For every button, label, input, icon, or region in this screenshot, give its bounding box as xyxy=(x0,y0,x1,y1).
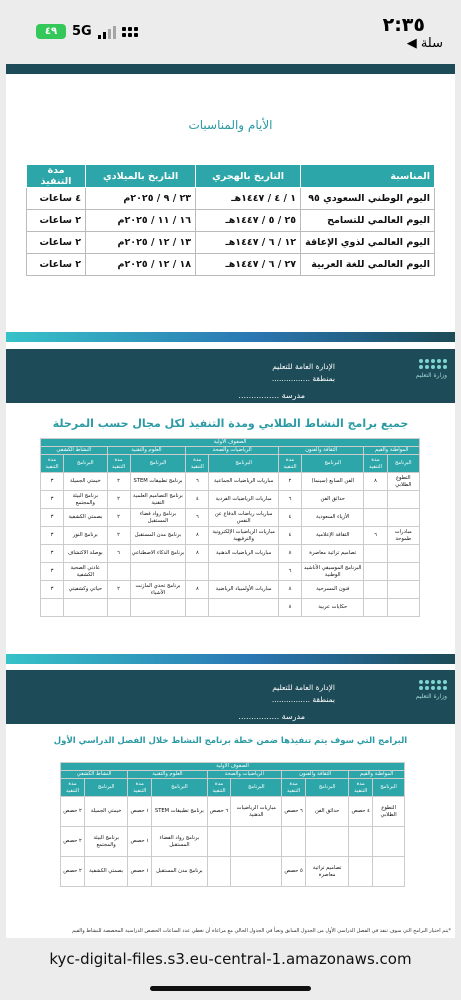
page-header xyxy=(6,670,455,724)
table-cell: البرنامج الموسيقي الأناشيد الوطنية xyxy=(302,563,364,581)
programs-table xyxy=(40,438,420,617)
table-cell: برنامج النور xyxy=(64,527,107,545)
col-label: مدة التنفيذ xyxy=(207,779,231,797)
grid-icon xyxy=(122,27,138,37)
table-cell xyxy=(186,563,209,581)
col-label: البرنامج xyxy=(209,455,279,473)
table-cell: ٢ حصص xyxy=(61,827,85,857)
table-cell xyxy=(387,545,419,563)
table-cell: ١٣ / ١٢ / ٢٠٢٥م xyxy=(86,232,196,254)
table-cell xyxy=(349,827,373,857)
table-cell xyxy=(209,563,279,581)
table-cell: ٨ xyxy=(278,545,301,563)
table-cell: ٣ xyxy=(41,527,64,545)
table-cell: ٣ xyxy=(41,581,64,599)
back-to-app-link[interactable]: ◀ سلة xyxy=(406,36,443,51)
ministry-logo-icon: وزارة التعليم xyxy=(377,680,447,710)
table-cell: ٤ حصص xyxy=(349,797,373,827)
table-cell: حدائق الفن xyxy=(302,491,364,509)
table-header: مدة التنفيذ xyxy=(27,165,86,188)
table-cell: مباريات الرياضيات الذهنية xyxy=(231,797,282,827)
table-cell xyxy=(364,563,387,581)
table-cell: ٨ xyxy=(278,599,301,617)
status-bar xyxy=(0,0,461,60)
table-row xyxy=(41,509,420,527)
table-row xyxy=(41,491,420,509)
table-row xyxy=(41,545,420,563)
table-cell xyxy=(207,857,231,887)
occasions-title: الأيام والمناسبات xyxy=(188,118,273,132)
table-cell xyxy=(349,857,373,887)
table-row xyxy=(27,254,435,276)
table-cell: ٥ حصص xyxy=(282,857,306,887)
table-cell: مباريات رياضات الدفاع عن النفس xyxy=(209,509,279,527)
page-top-bar xyxy=(6,64,455,74)
col-label: البرنامج xyxy=(130,455,186,473)
table-cell: مباريات الرياضيات الفردية xyxy=(209,491,279,509)
table-cell xyxy=(387,509,419,527)
table-row xyxy=(27,210,435,232)
col-label: البرنامج xyxy=(306,779,349,797)
grid-top-header: الصفوف الأولية xyxy=(41,439,420,447)
table-cell: ٨ xyxy=(186,581,209,599)
table-cell: ٦ xyxy=(186,509,209,527)
footnote: *يتم اختيار البرامج التي سوف تنفذ في الفصل الدراسي الأول من الجدول السابق وتعبأ في الجدول الحالي مع مراعاة أن تغطي عدد الساعات الحصص الدراسية المخصصة للنشاط والقيم xyxy=(71,928,451,934)
table-cell: تصاميم تراثية معاصرة xyxy=(306,857,349,887)
table-cell xyxy=(364,599,387,617)
table-cell: مباريات الرياضيات الجماعية xyxy=(209,473,279,491)
table-cell xyxy=(387,491,419,509)
table-cell: برنامج مدن المستقبل xyxy=(130,527,186,545)
col-label: البرنامج xyxy=(231,779,282,797)
table-cell: ١ / ٤ / ١٤٤٧هـ xyxy=(196,188,301,210)
table-cell: التطوع الطلابي xyxy=(387,473,419,491)
table-cell: برنامج رواد الفضاء المستقبل xyxy=(152,827,207,857)
col-label: البرنامج xyxy=(85,779,128,797)
table-cell xyxy=(387,581,419,599)
col-label: مدة التنفيذ xyxy=(61,779,85,797)
table-cell xyxy=(364,491,387,509)
table-cell: ٦ xyxy=(186,473,209,491)
table-cell: ١ حصص xyxy=(128,857,152,887)
table-cell xyxy=(186,599,209,617)
domain-header: الثقافة والفنون xyxy=(282,771,349,779)
occasions-table xyxy=(26,164,435,276)
col-label: مدة التنفيذ xyxy=(282,779,306,797)
url-bar[interactable]: kyc-digital-files.s3.eu-central-1.amazonaws.com xyxy=(49,950,412,968)
table-cell xyxy=(387,599,419,617)
table-cell: اليوم العالمي للتسامح xyxy=(301,210,435,232)
table-cell xyxy=(107,563,130,581)
home-indicator[interactable] xyxy=(150,986,311,991)
col-label: مدة التنفيذ xyxy=(349,779,373,797)
col-label: مدة التنفيذ xyxy=(186,455,209,473)
table-cell: الأزياء السعودية xyxy=(302,509,364,527)
table-cell: خيمتي الجميلة xyxy=(85,797,128,827)
table-cell: ١٢ / ٦ / ١٤٤٧هـ xyxy=(196,232,301,254)
table-cell: خيمتي الجميلة xyxy=(64,473,107,491)
page-header xyxy=(6,349,455,403)
table-cell: التطوع الطلابي xyxy=(373,797,405,827)
table-cell: برنامج البيئة والمجتمع xyxy=(85,827,128,857)
col-label: مدة التنفيذ xyxy=(364,455,387,473)
table-cell: تصاميم تراثية معاصرة xyxy=(302,545,364,563)
domain-header: المواطنة والقيم xyxy=(364,447,420,455)
table-cell: ٢ ساعات xyxy=(27,210,86,232)
table-cell: بوصلة الاكتشاف xyxy=(64,545,107,563)
table-cell: برنامج البيئة والمجتمع xyxy=(64,491,107,509)
table-cell xyxy=(282,827,306,857)
table-cell: ٢ ساعات xyxy=(27,254,86,276)
table-header: التاريخ بالميلادي xyxy=(86,165,196,188)
col-label: مدة التنفيذ xyxy=(107,455,130,473)
table-row xyxy=(41,599,420,617)
table-cell: ١٦ / ١١ / ٢٠٢٥م xyxy=(86,210,196,232)
table-cell: برنامج التصاميم العلمية التقنية xyxy=(130,491,186,509)
semester-programs-title: البرامج التي سوف يتم تنفيذها ضمن خطة برنامج النشاط خلال الفصل الدراسي الأول xyxy=(53,736,408,746)
table-row xyxy=(27,188,435,210)
domain-header: النشاط الكشفي xyxy=(61,771,128,779)
page-divider-band xyxy=(6,332,455,342)
semester-programs-table xyxy=(60,762,405,887)
table-cell xyxy=(41,599,64,617)
table-row xyxy=(61,797,405,827)
table-cell xyxy=(306,827,349,857)
battery-icon: ٤٩ xyxy=(36,24,66,39)
table-cell: بصمتي الكشفية xyxy=(85,857,128,887)
col-label: مدة التنفيذ xyxy=(278,455,301,473)
table-cell: اليوم الوطني السعودي ٩٥ xyxy=(301,188,435,210)
domain-header: النشاط الكشفي xyxy=(41,447,108,455)
table-cell: برنامج تطبيقات STEM xyxy=(152,797,207,827)
table-cell: مبادرات طموحة xyxy=(387,527,419,545)
table-header: التاريخ بالهجري xyxy=(196,165,301,188)
table-cell xyxy=(231,857,282,887)
table-cell: ٨ xyxy=(364,473,387,491)
table-cell: ٦ xyxy=(278,491,301,509)
region-field: بمنطقة ................ xyxy=(271,374,335,383)
table-cell: ٤ xyxy=(278,527,301,545)
table-cell xyxy=(364,509,387,527)
table-cell: مباريات الأولمبياد الرياضية xyxy=(209,581,279,599)
school-field: مدرسة ................ xyxy=(238,712,305,721)
domain-header: الثقافة والفنون xyxy=(278,447,364,455)
ministry-logo-icon: وزارة التعليم xyxy=(377,359,447,389)
table-cell xyxy=(130,563,186,581)
table-cell: ٨ xyxy=(278,581,301,599)
col-label: البرنامج xyxy=(64,455,107,473)
document-viewer[interactable] xyxy=(6,64,455,938)
status-icons xyxy=(36,24,138,39)
page-divider-band xyxy=(6,654,455,664)
col-label: البرنامج xyxy=(387,455,419,473)
table-cell: ٨ xyxy=(186,527,209,545)
table-cell xyxy=(364,581,387,599)
table-cell: ١ حصص xyxy=(128,827,152,857)
table-row xyxy=(61,827,405,857)
admin-label xyxy=(215,682,335,706)
table-row xyxy=(41,473,420,491)
table-cell xyxy=(231,827,282,857)
table-cell: ٦ حصص xyxy=(207,797,231,827)
network-label: 5G xyxy=(72,24,92,39)
table-header: المناسبة xyxy=(301,165,435,188)
table-row xyxy=(41,563,420,581)
table-cell: برنامج مدن المستقبل xyxy=(152,857,207,887)
table-cell: ٢٣ / ٩ / ٢٠٢٥م xyxy=(86,188,196,210)
table-cell: ٢٥ / ٥ / ١٤٤٧هـ xyxy=(196,210,301,232)
table-cell: ١٨ / ١٢ / ٢٠٢٥م xyxy=(86,254,196,276)
table-cell: ٢ xyxy=(107,581,130,599)
domain-header: المواطنة والقيم xyxy=(349,771,405,779)
table-cell xyxy=(207,827,231,857)
table-cell: ٢ حصص xyxy=(61,857,85,887)
table-cell xyxy=(364,545,387,563)
table-cell xyxy=(64,599,107,617)
table-cell: عادتي الصحية الكشفية xyxy=(64,563,107,581)
admin-label xyxy=(215,361,335,385)
table-cell: ٦ حصص xyxy=(282,797,306,827)
table-cell: فنون المسرحية xyxy=(302,581,364,599)
domain-header: الرياضيات والصحة xyxy=(186,447,279,455)
table-cell: برنامج رواد فضاء المستقبل xyxy=(130,509,186,527)
table-row xyxy=(41,581,420,599)
domain-header: العلوم والتقنية xyxy=(107,447,186,455)
table-cell: ٤ xyxy=(278,509,301,527)
table-cell: الفن السابع (سينما) xyxy=(302,473,364,491)
table-cell: ٣ xyxy=(41,491,64,509)
table-cell: برنامج تحدي المازنت الأشياء xyxy=(130,581,186,599)
table-cell: ٦ xyxy=(364,527,387,545)
table-cell: مباريات الرياضيات الذهنية xyxy=(209,545,279,563)
col-label: مدة التنفيذ xyxy=(128,779,152,797)
admin-name: الإدارة العامة للتعليم xyxy=(272,362,335,371)
grid-top-header: الصفوف الأولية xyxy=(61,763,405,771)
table-cell: حكايات عربية xyxy=(302,599,364,617)
table-cell: حياتي وكشفيتي xyxy=(64,581,107,599)
domain-header: العلوم والتقنية xyxy=(128,771,207,779)
table-cell xyxy=(209,599,279,617)
col-label: البرنامج xyxy=(302,455,364,473)
table-cell: ٦ xyxy=(107,545,130,563)
table-cell: اليوم العالمي لذوي الإعاقة xyxy=(301,232,435,254)
table-cell xyxy=(107,599,130,617)
table-cell: برنامج تطبيقات STEM xyxy=(130,473,186,491)
region-field: بمنطقة ................ xyxy=(271,695,335,704)
table-cell: ٢ ساعات xyxy=(27,232,86,254)
clock: ٢:٣٥ xyxy=(382,14,425,36)
table-cell: ٢ xyxy=(107,491,130,509)
col-label: مدة التنفيذ xyxy=(41,455,64,473)
programs-title: جميع برامج النشاط الطلابي ومدة التنفيذ لكل مجال حسب المرحلة xyxy=(52,417,409,430)
table-cell: ٢ xyxy=(107,473,130,491)
table-cell: حدائق الفن xyxy=(306,797,349,827)
table-row xyxy=(41,527,420,545)
table-cell xyxy=(387,563,419,581)
table-cell: ٣ xyxy=(41,563,64,581)
table-cell: مباريات الرياضيات الإلكترونية والترفيهية xyxy=(209,527,279,545)
school-field: مدرسة ................ xyxy=(238,391,305,400)
domain-header: الرياضيات والصحة xyxy=(207,771,282,779)
table-cell: بصمتي الكشفية xyxy=(64,509,107,527)
col-label: البرنامج xyxy=(373,779,405,797)
admin-name: الإدارة العامة للتعليم xyxy=(272,683,335,692)
table-row xyxy=(27,232,435,254)
table-row xyxy=(61,857,405,887)
table-cell: ٣ xyxy=(41,473,64,491)
table-cell: ٢ xyxy=(107,527,130,545)
table-cell: ٣ xyxy=(41,509,64,527)
table-cell xyxy=(373,827,405,857)
browser-bottom-bar xyxy=(0,938,461,1000)
table-cell: ٢ xyxy=(107,509,130,527)
table-cell: الثقافة الإعلامية xyxy=(302,527,364,545)
table-cell: ٤ xyxy=(186,491,209,509)
table-cell xyxy=(130,599,186,617)
col-label: البرنامج xyxy=(152,779,207,797)
table-cell xyxy=(373,857,405,887)
table-cell: ٣ xyxy=(41,545,64,563)
signal-icon xyxy=(98,25,116,39)
table-cell: اليوم العالمي للغة العربية xyxy=(301,254,435,276)
table-cell: ٤ ساعات xyxy=(27,188,86,210)
table-cell: ١ حصص xyxy=(128,797,152,827)
table-cell: ٦ xyxy=(278,563,301,581)
table-cell: ٢ xyxy=(278,473,301,491)
table-cell: ٢٧ / ٦ / ١٤٤٧هـ xyxy=(196,254,301,276)
table-cell: ٢ حصص xyxy=(61,797,85,827)
table-cell: ٨ xyxy=(186,545,209,563)
table-cell: برنامج الذكاء الاصطناعي xyxy=(130,545,186,563)
